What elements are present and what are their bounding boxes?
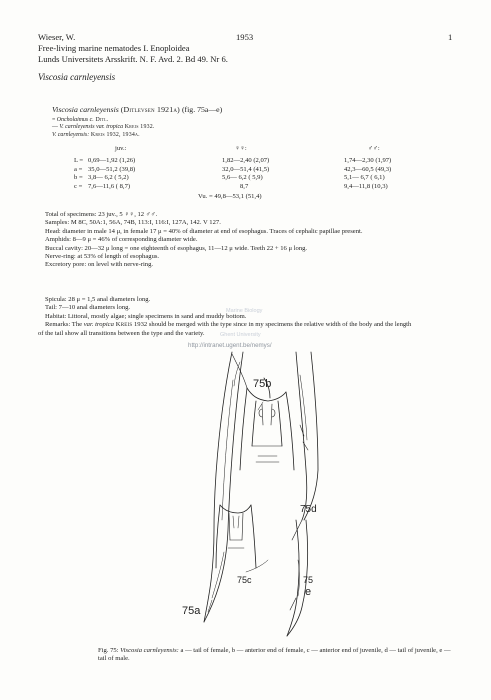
desc-head: Head: diameter in male 14 μ, in female 17 μ = 40% of diameter at end of esophagus. Traces of cephalic papillae present. (45, 227, 363, 235)
column-header-males: ♂♂: (368, 145, 380, 152)
drawing-75b-female-anterior (232, 354, 294, 470)
desc-amphids: Amphids: 8—9 μ = 46% of corresponding diameter wide. (45, 236, 198, 244)
figure-label-75b: 75b (253, 378, 272, 390)
desc-tail: Tail: 7—10 anal diameters long. (45, 304, 131, 312)
watermark-top: Marine Biology (226, 308, 263, 314)
sample-list: Samples: M 8C, 50A:1, 56A, 74B, 113:I, 116:I, 127A, 142. V 127. (45, 219, 221, 227)
figure-caption: Fig. 75: Viscosia carnleyensis: a — tail of female, b — anterior end of female, c — anterior end of juvenile, d — tail of juvenile, e — tail of male. (98, 647, 451, 663)
specimen-count: Total of specimens: 23 juv., 5 ♀♀, 12 ♂♂. (45, 211, 158, 218)
desc-buccal-cavity: Buccal cavity: 20—32 μ long = one eighteenth of esophagus, 11—12 μ wide. Teeth 22 + 16 μ long. (45, 244, 308, 252)
row-label: c = (74, 182, 83, 190)
table-cell: 1,74—2,30 (1,97) (344, 157, 392, 164)
vulva-position: Vu. = 49,8—53,1 (51,4) (198, 193, 262, 200)
figure-label-75e-number: 75 (303, 575, 314, 585)
desc-nerve-ring: Nerve-ring: at 53% of length of esophagus. (45, 253, 160, 261)
table-cell: 5,1— 6,7 ( 6,1) (344, 174, 385, 182)
table-cell: 3,8— 6,2 ( 5,2) (88, 174, 129, 182)
species-authority: (Ditlevsen 1921a) (120, 105, 180, 114)
year: 1953 (236, 32, 254, 42)
synonym-item: — V. carnleyensis var. tropica Kreis 1932. (52, 124, 155, 131)
table-cell: 0,69—1,92 (1,26) (88, 157, 136, 164)
row-label: L = (74, 157, 84, 164)
author: Wieser, W. (38, 32, 76, 42)
table-cell: 8,7 (240, 182, 249, 190)
table-cell: 42,3—60,5 (49,3) (344, 165, 392, 173)
figure-label-75a: 75a (182, 605, 201, 617)
desc-excretory-pore: Excretory pore: on level with nerve-ring. (45, 261, 154, 269)
species-heading: Viscosia carnleyensis (38, 72, 116, 82)
table-cell: 35,0—51,2 (39,8) (88, 165, 136, 173)
table-cell: 1,82—2,40 (2,07) (222, 157, 270, 164)
table-cell: 7,6—11,6 ( 8,7) (88, 182, 131, 190)
table-cell: 5,6— 6,2 ( 5,9) (222, 174, 263, 182)
synonym-item: V. carnleyensis: Kreis 1932, 1934a. (52, 131, 140, 138)
figure-label-75d: 75d (300, 504, 317, 515)
desc-habitat: Habitat: Littoral, mostly algae; single specimens in sand and muddy bottom. (45, 312, 247, 320)
desc-remarks: Remarks: The var. tropica Kreis 1932 should be merged with the type since in my specimens the relative width of the body and the length of the tail show all transitions between the type and the variety. (38, 321, 412, 337)
page-number: 1 (448, 32, 453, 42)
figure-reference: (fig. 75a—e) (181, 105, 223, 114)
desc-spicula: Spicula: 28 μ = 1,5 anal diameters long. (45, 296, 151, 303)
watermark-bottom: Ghent University (220, 332, 261, 338)
species-name: Viscosia carnleyensis (52, 105, 119, 114)
synonym-item: = Oncholaimus c. Ditl. (52, 117, 109, 123)
watermark-url: http://intranet.ugent.be/nemys/ (188, 342, 272, 349)
journal-reference: Lunds Universitets Arsskrift. N. F. Avd. 2. Bd 49. Nr 6. (38, 54, 228, 64)
column-header-juveniles: juv.: (115, 145, 127, 152)
row-label: b = (74, 174, 83, 182)
table-cell: 9,4—11,8 (10,3) (344, 182, 388, 190)
figure-label-75c: 75c (237, 575, 252, 585)
column-header-females: ♀♀: (235, 145, 247, 152)
series-title: Free-living marine nematodes I. Enoploidea (38, 43, 190, 53)
figure-label-75e-letter: e (305, 586, 312, 598)
table-cell: 32,0—51,4 (41,5) (222, 165, 270, 173)
row-label: a = (74, 165, 83, 173)
